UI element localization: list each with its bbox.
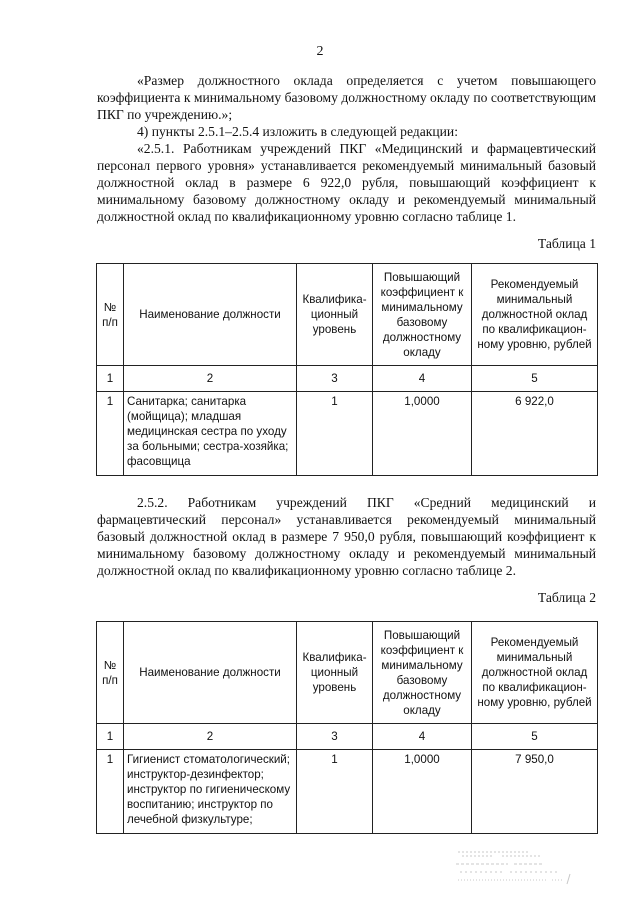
table2-header-row <box>97 622 598 724</box>
paragraph-items-4: 4) пункты 2.5.1–2.5.4 изложить в следующей редакции: <box>137 124 458 139</box>
table1-cell-level: 1 <box>297 392 373 476</box>
table2-colnum-3: 3 <box>297 724 373 750</box>
table2-colnum-5: 5 <box>472 724 598 750</box>
table1-cell-salary: 6 922,0 <box>472 392 598 476</box>
text-2-5-2 <box>97 494 596 579</box>
table1-header-salary: Рекомендуемый минимальный должностной оклад по квалификацион-ному уровню, рублей <box>472 264 598 366</box>
table1-number-row <box>97 366 598 392</box>
table-1 <box>96 263 598 476</box>
table1-cell-num: 1 <box>97 392 124 476</box>
table1-header-position: Наименование должности <box>124 264 297 366</box>
table2-cell-position: Гигиенист стоматологический; инструктор-дезинфектор; инструктор по гигиеническому воспитанию; инструктор по лечебной физкультуре; <box>124 750 297 834</box>
table2-caption: Таблица 2 <box>537 590 596 605</box>
table2-cell-num: 1 <box>97 750 124 834</box>
table1-colnum-5: 5 <box>472 366 598 392</box>
table2-header-num: № п/п <box>97 622 124 724</box>
paragraph-2-5-2: 2.5.2. Работникам учреждений ПКГ «Средний медицинский и фармацевтический персонал» устанавливается рекомендуемый минимальный базовый должностной оклад в размере 7 950,0 рубля, повышающий коэффициент к минимальному базовому должностному окладу и рекомендуемый минимальный должностной оклад по квалификационному уровню согласно таблице 2. <box>97 495 596 578</box>
page-number: 2 <box>316 44 324 59</box>
intro-text <box>97 72 596 225</box>
table1-header-coefficient: Повышающий коэффициент к минимальному базовому должностному окладу <box>373 264 472 366</box>
paragraph-salary-rule: «Размер должностного оклада определяется с учетом повышающего коэффициента к минимальному базовому должностному окладу по соответствующим ПКГ по учреждению.»; <box>97 73 596 122</box>
faded-stamp-mark <box>452 844 574 888</box>
table1-colnum-4: 4 <box>373 366 472 392</box>
table-2 <box>96 621 598 834</box>
table2-header-salary: Рекомендуемый минимальный должностной оклад по квалификацион-ному уровню, рублей <box>472 622 598 724</box>
table2-header-level: Квалифика-ционный уровень <box>297 622 373 724</box>
table2-cell-level: 1 <box>297 750 373 834</box>
table2-colnum-1: 1 <box>97 724 124 750</box>
table1-cell-coefficient: 1,0000 <box>373 392 472 476</box>
table1-caption: Таблица 1 <box>537 236 596 251</box>
table2-header-coefficient: Повышающий коэффициент к минимальному базовому должностному окладу <box>373 622 472 724</box>
table1-header-row <box>97 264 598 366</box>
table2-header-position: Наименование должности <box>124 622 297 724</box>
table2-number-row <box>97 724 598 750</box>
table-row <box>97 392 598 476</box>
table2-cell-salary: 7 950,0 <box>472 750 598 834</box>
paragraph-2-5-1: «2.5.1. Работникам учреждений ПКГ «Медицинский и фармацевтический персонал первого уровня» устанавливается рекомендуемый минимальный базовый должностной оклад в размере 6 922,0 рубля, повышающий коэффициент к минимальному базовому должностному окладу и рекомендуемый минимальный должностной оклад по квалификационному уровню согласно таблице 1. <box>97 141 596 224</box>
table2-cell-coefficient: 1,0000 <box>373 750 472 834</box>
table1-colnum-3: 3 <box>297 366 373 392</box>
table-row <box>97 750 598 834</box>
table1-header-level: Квалифика-ционный уровень <box>297 264 373 366</box>
table1-header-num: № п/п <box>97 264 124 366</box>
table2-colnum-2: 2 <box>124 724 297 750</box>
table1-colnum-2: 2 <box>124 366 297 392</box>
table1-cell-position: Санитарка; санитарка (мойщица); младшая медицинская сестра по уходу за больными; сестра-хозяйка; фасовщица <box>124 392 297 476</box>
table2-colnum-4: 4 <box>373 724 472 750</box>
table1-colnum-1: 1 <box>97 366 124 392</box>
